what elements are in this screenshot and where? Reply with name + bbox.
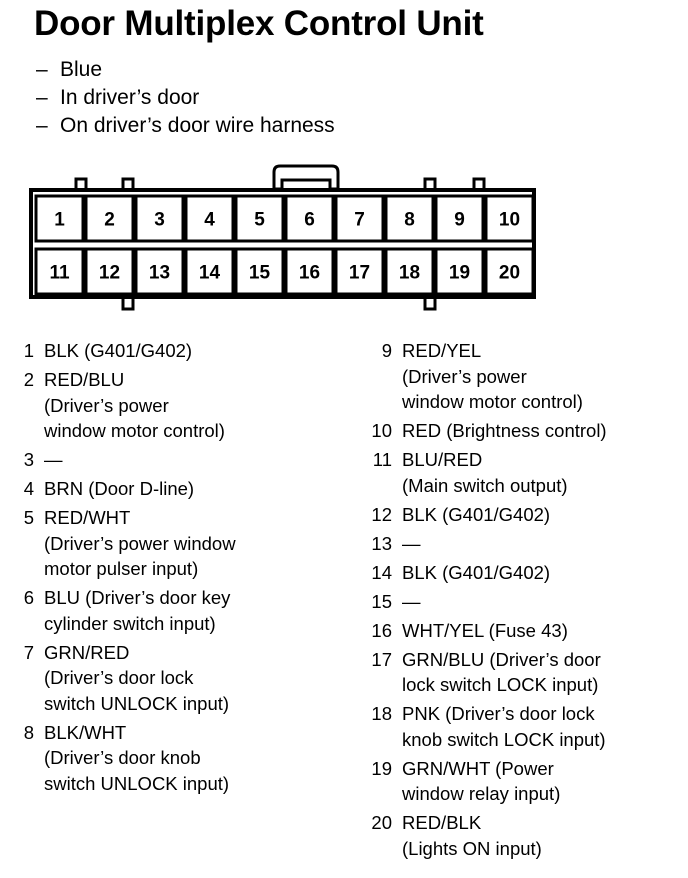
pin-description-line: — — [402, 590, 421, 612]
pin-number-label: 17 — [348, 262, 371, 284]
pin-description-line: (Driver’s power — [402, 365, 527, 387]
pin-number-label: 14 — [198, 262, 221, 284]
pin-description-line: — — [44, 449, 63, 470]
pin-description-line: BLK/WHT — [44, 721, 127, 743]
pin-description-line: (Driver’s door knob — [44, 747, 201, 768]
pin-number: 3 — [23, 449, 34, 470]
pin-description-line: GRN/BLU (Driver’s door — [402, 648, 601, 670]
pin-description-line: (Main switch output) — [402, 474, 568, 496]
pin-number: 2 — [23, 369, 34, 390]
pin-number-label: 16 — [298, 262, 321, 284]
pin-description — [44, 505, 236, 582]
pin-description — [44, 720, 229, 797]
pin-number: 19 — [371, 757, 392, 779]
pin-number-label: 6 — [304, 209, 315, 231]
pin-description-line: (Driver’s power — [44, 394, 169, 416]
pin-description-line: switch UNLOCK input) — [44, 692, 230, 714]
pin-description — [402, 560, 550, 586]
pin-description-line: lock switch LOCK input) — [402, 674, 599, 695]
pin-description-line: RED/BLK — [402, 812, 482, 833]
pin-number-label: 19 — [448, 262, 471, 284]
pin-description-line: BLK (G401/G402) — [402, 503, 551, 525]
pin-description-line: window motor control) — [44, 420, 225, 441]
pin-description-line: RED (Brightness control) — [402, 420, 607, 441]
pin-number-label: 4 — [204, 209, 215, 231]
pin-number: 17 — [371, 648, 392, 670]
pin-number-label: 12 — [98, 262, 121, 284]
pin-number: 18 — [371, 703, 392, 724]
pin-number-label: 7 — [354, 209, 365, 231]
pin-description-line: GRN/RED — [44, 641, 130, 663]
pin-description-line: GRN/WHT (Power — [402, 757, 554, 779]
pin-description-line: RED/BLU — [44, 369, 125, 390]
bullet-dash: – — [36, 114, 48, 137]
pin-description-line: BRN (Door D-line) — [44, 478, 195, 499]
pin-number: 7 — [23, 641, 34, 663]
pin-number: 6 — [23, 587, 34, 608]
pin-number: 11 — [372, 449, 392, 470]
pin-description — [402, 756, 560, 807]
bullet-dash: – — [36, 58, 48, 81]
subtitle-text: Blue — [60, 58, 103, 81]
pin-number-label: 5 — [254, 209, 265, 231]
pin-number: 1 — [23, 340, 34, 361]
pin-description-line: (Lights ON input) — [402, 837, 542, 859]
pin-description-line: BLU (Driver’s door key — [44, 587, 231, 608]
pin-description — [402, 589, 421, 615]
page-title: Door Multiplex Control Unit — [34, 4, 484, 43]
pin-number-label: 10 — [498, 209, 521, 231]
pin-description — [402, 502, 550, 528]
subtitle-text: On driver’s door wire harness — [60, 114, 335, 137]
pin-number-label: 3 — [154, 209, 165, 231]
pin-number: 8 — [23, 721, 34, 743]
pin-description — [44, 640, 229, 717]
pin-number: 20 — [371, 812, 392, 833]
pin-description-line: window motor control) — [402, 391, 583, 412]
pin-description — [402, 531, 421, 557]
pin-description-line: RED/YEL — [402, 340, 482, 361]
pin-description — [44, 476, 194, 502]
pin-description — [44, 367, 225, 444]
pin-description-line: BLU/RED — [402, 449, 483, 470]
pin-description-line: window relay input) — [402, 783, 561, 804]
pin-description-line: cylinder switch input) — [44, 612, 216, 634]
pin-description — [402, 647, 601, 698]
pin-description — [402, 810, 542, 861]
pin-description-line: (Driver’s power window — [44, 532, 236, 554]
pin-description-line: RED/WHT — [44, 507, 131, 528]
pin-number: 16 — [371, 619, 392, 641]
pin-description — [402, 418, 607, 444]
pin-number-label: 18 — [398, 262, 421, 284]
pin-description-line: (Driver’s door lock — [44, 667, 194, 688]
pin-number-label: 1 — [54, 209, 65, 231]
pin-description-line: knob switch LOCK input) — [402, 728, 606, 750]
pin-number: 4 — [23, 478, 34, 499]
pin-description — [402, 447, 568, 498]
pin-number-label: 9 — [454, 209, 465, 231]
pin-number: 10 — [371, 420, 392, 441]
pin-number: 15 — [371, 590, 392, 612]
pin-number: 14 — [371, 561, 392, 583]
pin-description — [402, 338, 583, 415]
bullet-dash: – — [36, 86, 48, 109]
subtitle-text: In driver’s door — [60, 86, 200, 109]
pin-description — [402, 701, 606, 752]
pin-description-line: BLK (G401/G402) — [402, 561, 551, 583]
pin-description-line: WHT/YEL (Fuse 43) — [402, 619, 568, 641]
pin-description-line: motor pulser input) — [44, 558, 199, 579]
pin-number: 9 — [381, 340, 392, 361]
pin-description — [44, 338, 192, 364]
pin-description — [44, 447, 63, 473]
pin-description — [402, 618, 568, 644]
pin-number-label: 11 — [49, 262, 70, 284]
pin-number-label: 2 — [104, 209, 115, 231]
pin-description-line: switch UNLOCK input) — [44, 772, 230, 794]
pin-number: 12 — [371, 503, 392, 525]
pin-number-label: 8 — [404, 209, 415, 231]
pin-number: 13 — [371, 532, 392, 554]
pin-description-line: — — [402, 532, 421, 554]
pin-number-label: 15 — [248, 262, 271, 284]
pin-number: 5 — [23, 507, 34, 528]
pin-number-label: 20 — [498, 262, 521, 284]
pin-description-line: PNK (Driver’s door lock — [402, 703, 595, 724]
pin-number-label: 13 — [148, 262, 171, 284]
pin-description-line: BLK (G401/G402) — [44, 340, 193, 361]
pin-description — [44, 585, 230, 636]
